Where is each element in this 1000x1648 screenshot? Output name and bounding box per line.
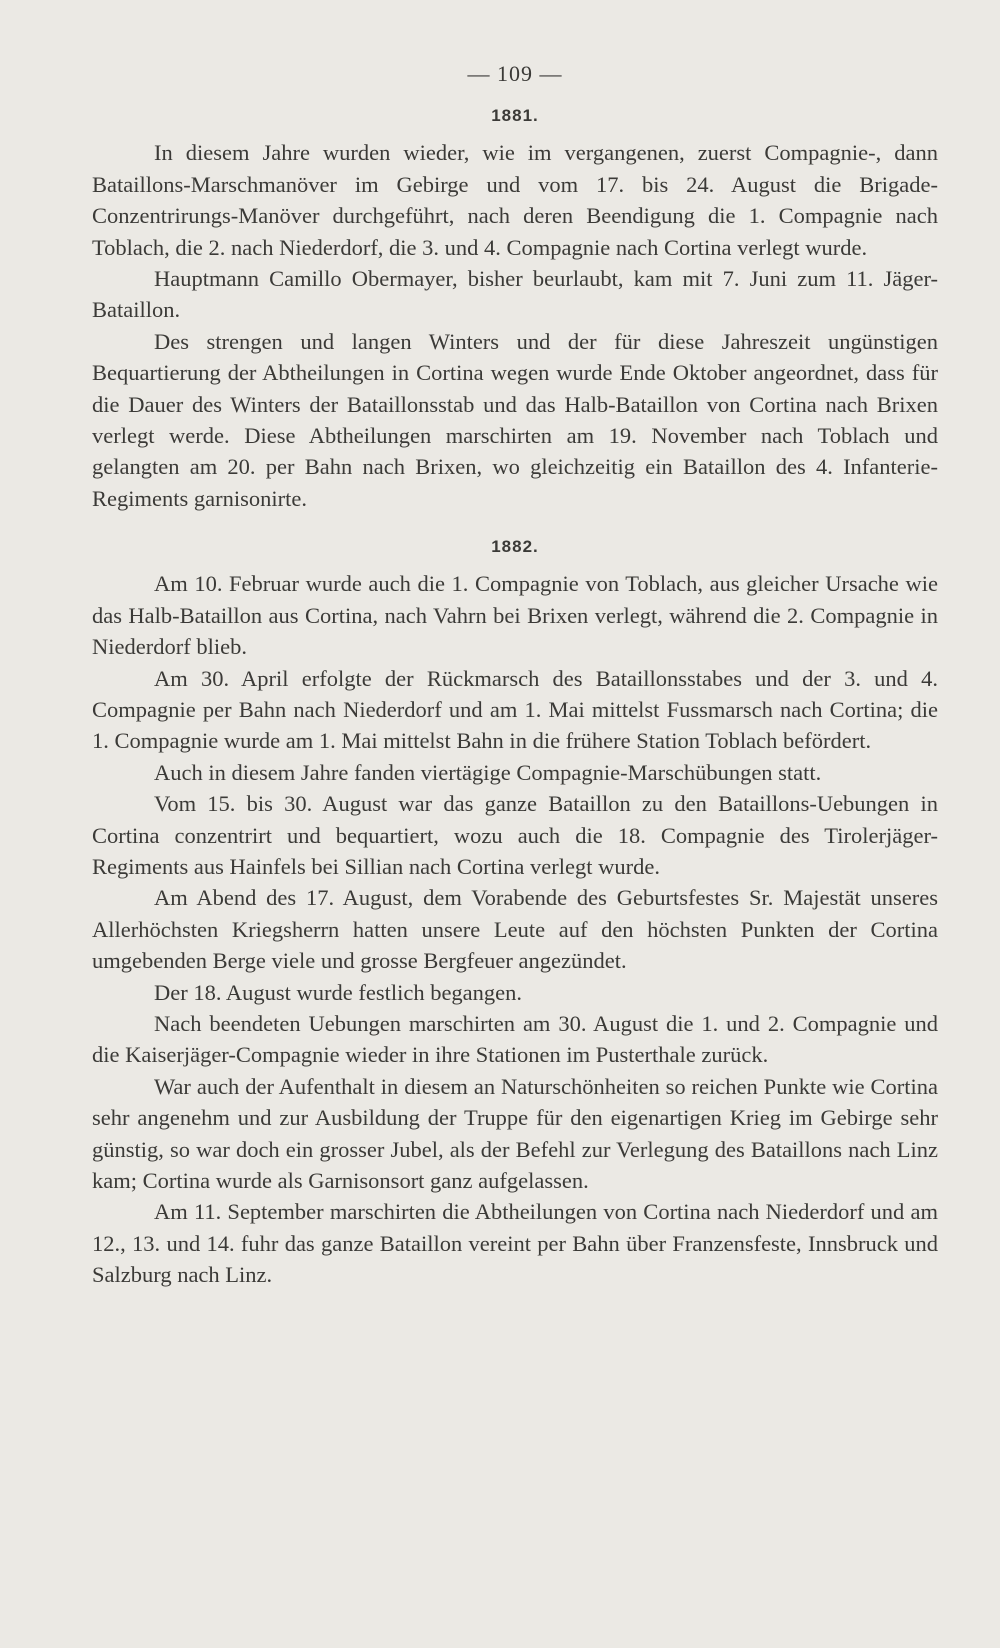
section-1881 <box>92 101 938 514</box>
section-heading-year: 1882. <box>491 537 539 557</box>
paragraph: Der 18. August wurde festlich begangen. <box>154 979 523 1005</box>
paragraph: Am 30. April erfolgte der Rückmarsch des Bataillonsstabes und der 3. und 4. Compagnie per Bahn nach Niederdorf und am 1. Mai mittelst Fussmarsch nach Cortina; die 1. Compagnie wurde am 1. Mai mittelst Bahn in die frühere Station Toblach befördert. <box>92 665 938 754</box>
paragraph: Nach beendeten Uebungen marschirten am 30. August die 1. und 2. Compagnie und die Kaiserjäger-Compagnie wieder in ihre Stationen im Pusterthale zurück. <box>92 1010 938 1068</box>
paragraph: In diesem Jahre wurden wieder, wie im vergangenen, zuerst Compagnie-, dann Bataillons-Marschmanöver im Gebirge und vom 17. bis 24. August die Brigade-Conzentrirungs-Manöver durchgeführt, nach deren Beendigung die 1. Compagnie nach Toblach, die 2. nach Niederdorf, die 3. und 4. Compagnie nach Cortina verlegt wurde. <box>92 140 938 260</box>
paragraph: Vom 15. bis 30. August war das ganze Bataillon zu den Bataillons-Uebungen in Cortina conzentrirt und bequartiert, wozu auch die 18. Compagnie des Tirolerjäger-Regiments aus Hainfels bei Sillian nach Cortina verlegt wurde. <box>92 791 938 879</box>
paragraph: Des strengen und langen Winters und der für diese Jahreszeit ungünstigen Bequartierung der Abtheilungen in Cortina wegen wurde Ende Oktober angeordnet, dass für die Dauer des Winters der Bataillonsstab und das Halb-Bataillon von Cortina nach Brixen verlegt werde. Diese Abtheilungen marschirten am 19. November nach Toblach und gelangten am 20. per Bahn nach Brixen, wo gleichzeitig ein Bataillon des 4. Infanterie-Regiments garnisonirte. <box>92 328 938 511</box>
section-heading-year: 1881. <box>491 106 539 126</box>
paragraph: Auch in diesem Jahre fanden viertägige Compagnie-Marschübungen statt. <box>154 759 822 785</box>
paragraph: Am Abend des 17. August, dem Vorabende des Geburtsfestes Sr. Majestät unseres Allerhöchsten Kriegsherrn hatten unsere Leute auf den höchsten Punkten der Cortina umgebenden Berge viele und grosse Bergfeuer angezündet. <box>92 885 938 974</box>
paragraph: War auch der Aufenthalt in diesem an Naturschönheiten so reichen Punkte wie Cortina sehr angenehm und zur Ausbildung der Truppe für den eigenartigen Krieg im Gebirge sehr günstig, so war doch ein grosser Jubel, als der Befehl zur Verlegung des Bataillons nach Linz kam; Cortina wurde als Garnisonsort ganz aufgelassen. <box>92 1073 938 1193</box>
page-content <box>92 58 938 1291</box>
section-1882 <box>92 532 938 1290</box>
paragraph: Hauptmann Camillo Obermayer, bisher beurlaubt, kam mit 7. Juni zum 11. Jäger-Bataillon. <box>92 266 938 323</box>
paragraph: Am 10. Februar wurde auch die 1. Compagnie von Toblach, aus gleicher Ursache wie das Halb-Bataillon aus Cortina, nach Vahrn bei Brixen verlegt, während die 2. Compagnie in Niederdorf blieb. <box>92 571 938 660</box>
page-number: — 109 — <box>467 61 563 86</box>
paragraph: Am 11. September marschirten die Abtheilungen von Cortina nach Niederdorf und am 12., 13. und 14. fuhr das ganze Bataillon vereint per Bahn über Franzensfeste, Innsbruck und Salzburg nach Linz. <box>92 1199 938 1288</box>
